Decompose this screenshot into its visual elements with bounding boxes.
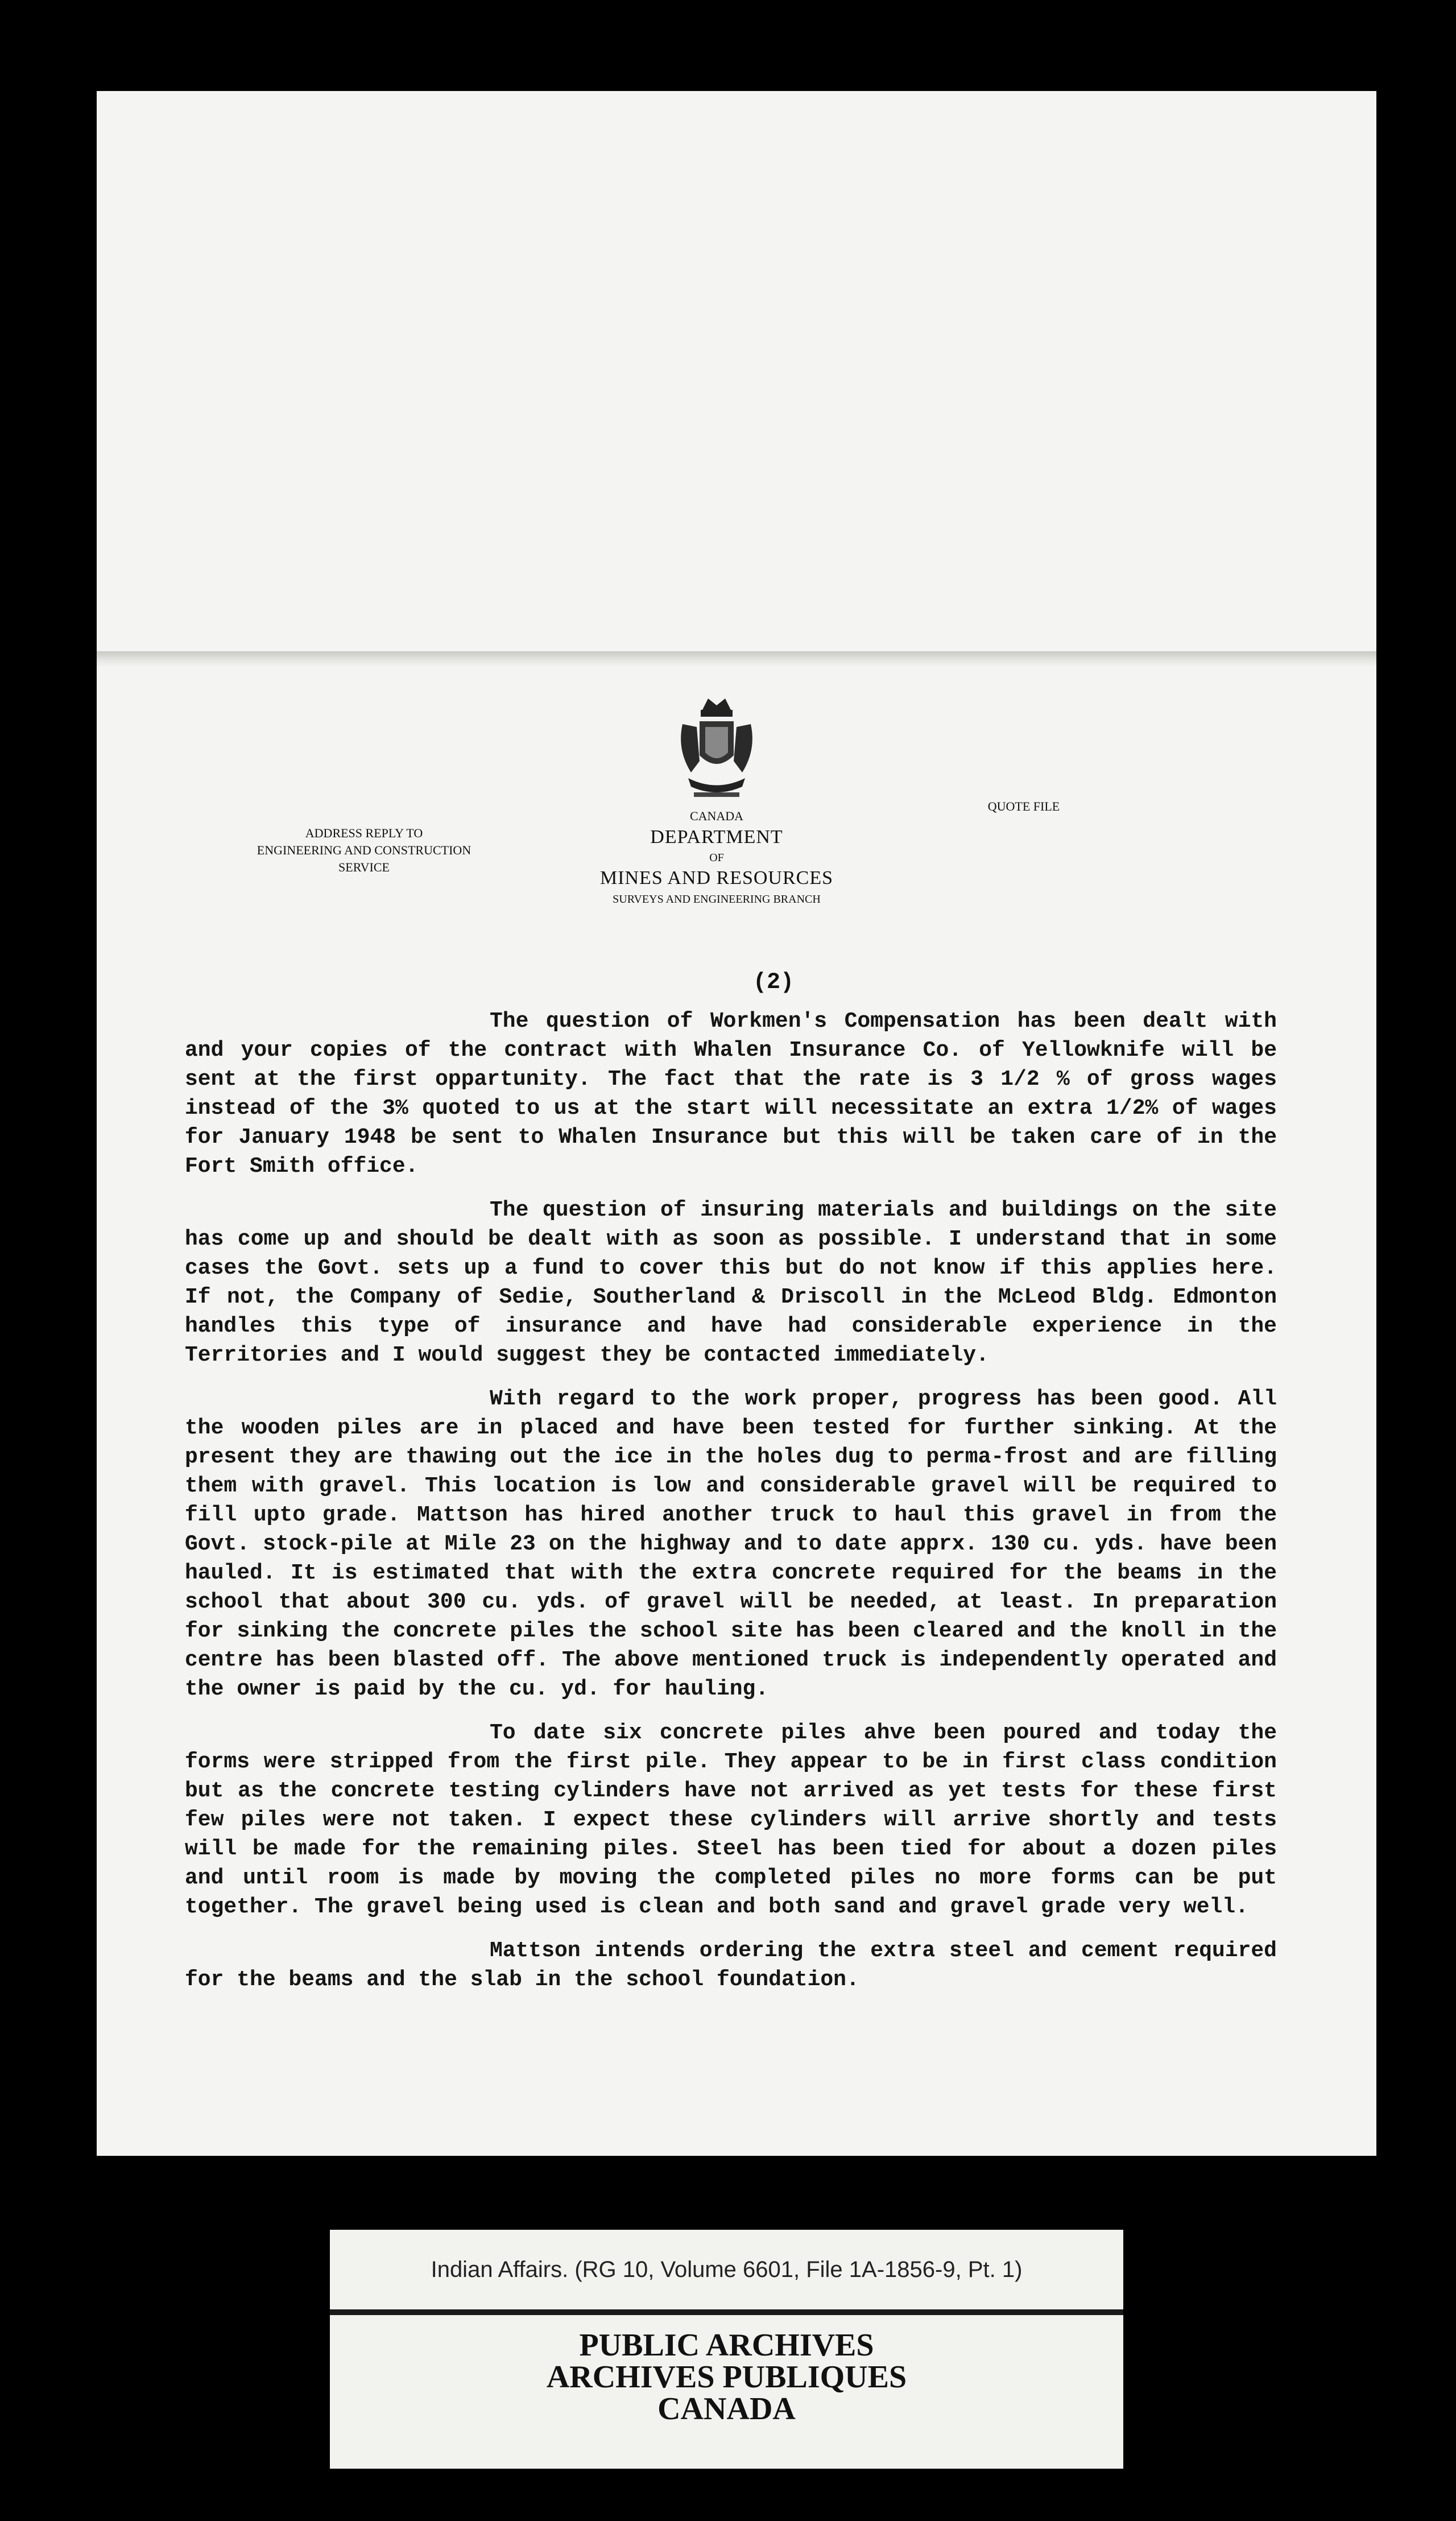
stamp-line: ARCHIVES PUBLIQUES [546,2359,907,2395]
stamp-line: PUBLIC ARCHIVES [579,2328,874,2363]
quote-file-label: QUOTE FILE [987,799,1060,813]
paragraph: To date six concrete piles ahve been poured and today the forms were stripped from the first pile. They appear to be in first class condition but as the concrete testing cylinders have not arrived as yet tests for these first few piles were not taken. I expect these cylinders will arrive shortly and tests will be made for the remaining piles. Steel has been tied for about a dozen piles and until room is made by moving the completed piles no more forms can be put together. The gravel being used is clean and both sand and gravel grade very well. [185,1721,1277,1919]
ministry-name: MINES AND RESOURCES [599,867,834,888]
paragraph: With regard to the work proper, progress has been good. All the wooden piles are in placed and have been tested for further sinking. At the present they are thawing out the ice in the holes dug to perma-frost and are filling them with gravel. This location is low and considerable gravel will be required to fill upto grade. Mattson has hired another truck to haul this gravel in from the Govt. stock-pile at Mile 23 on the highway and to date apprx. 130 cu. yds. have been hauled. It is estimated that with the extra concrete required for the beams in the school that about 300 cu. yds. of gravel will be needed, at least. In preparation for sinking the concrete piles the school site has been cleared and the knoll in the centre has been blasted off. The above mentioned truck is independently operated and the owner is paid by the cu. yd. for hauling. [185,1387,1277,1701]
department-label: DEPARTMENT [650,826,783,848]
document-page [97,91,1376,2156]
archive-reference: Indian Affairs. (RG 10, Volume 6601, File 1A-1856-9, Pt. 1) [431,2257,1023,2282]
address-line: SERVICE [338,860,390,874]
paragraph: Mattson intends ordering the extra steel and cement required for the beams and the slab in the school foundation. [185,1939,1277,1992]
branch-name: SURVEYS AND ENGINEERING BRANCH [613,893,821,906]
label-divider [330,2309,1123,2315]
paragraph: The question of insuring materials and buildings on the site has come up and should be dealt with as soon as possible. I understand that in some cases the Govt. sets up a fund to cover this but do not know if this applies here. If not, the Company of Sedie, Southerland & Driscoll in the McLeod Bldg. Edmonton handles this type of insurance and have had considerable experience in the Territories and I would suggest they be contacted immediately. [185,1198,1277,1367]
country-name: CANADA [689,809,744,823]
paragraph: The question of Workmen's Compensation has been dealt with and your copies of the contract with Whalen Insurance Co. of Yellowknife will be sent at the first oppartunity. The fact that the rate is 3 1/2 % of gross wages instead of the 3% quoted to us at the start will necessitate an extra 1/2% of wages for January 1948 be sent to Whalen Insurance but this will be taken care of in the Fort Smith office. [185,1009,1277,1179]
coat-of-arms-icon [671,693,762,812]
page-number: (2) [752,970,794,995]
address-reply-block [228,825,500,876]
archive-stamp [330,2329,1123,2425]
department-of: OF [709,852,724,864]
address-line: ADDRESS REPLY TO [305,826,423,840]
stamp-line: CANADA [657,2391,796,2427]
address-line: ENGINEERING AND CONSTRUCTION [257,843,471,857]
letter-body [185,1007,1277,2009]
letterhead-title [540,808,893,908]
page-fold [97,651,1376,667]
archive-label [330,2230,1123,2469]
